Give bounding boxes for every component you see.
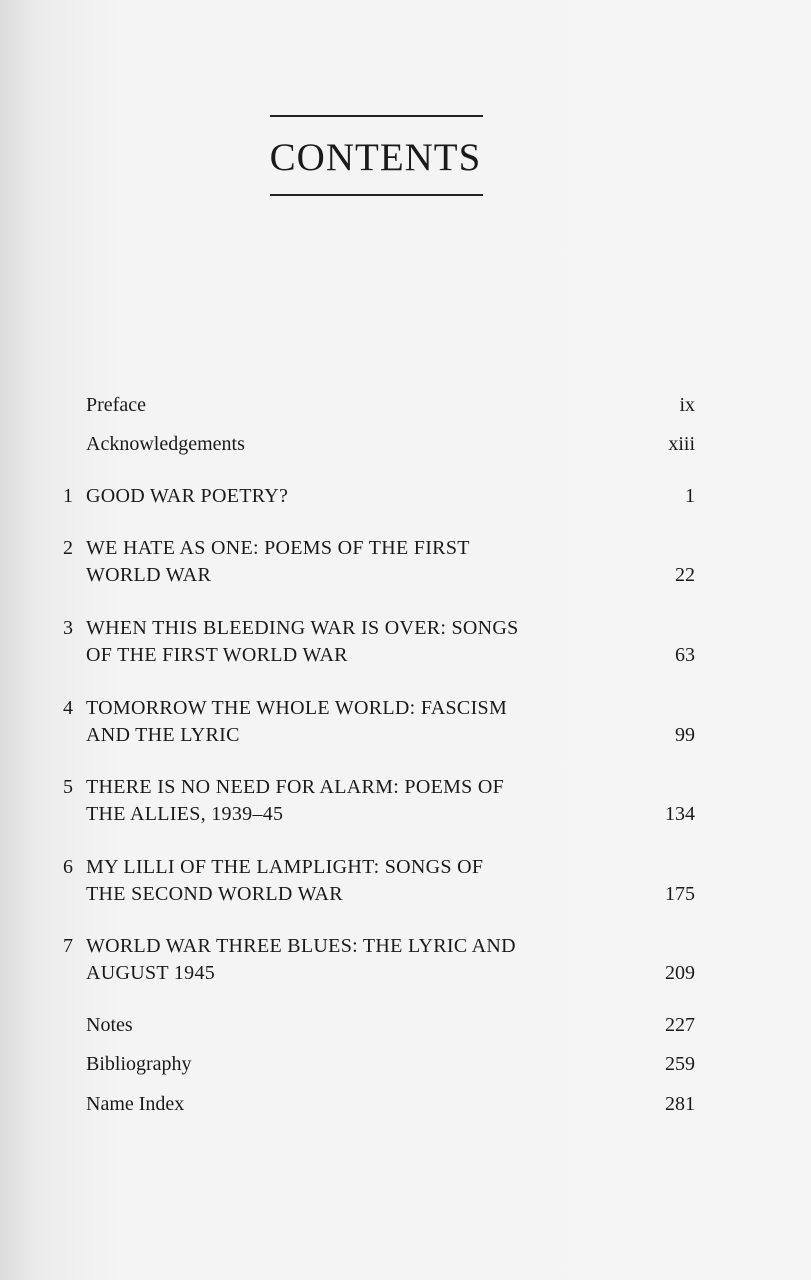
chapter-title [86,535,626,589]
chapter-page: 175 [665,883,695,905]
heading-rule-top [270,115,483,117]
chapter-title [86,615,626,669]
chapter-title [86,933,626,987]
chapter-page: 99 [675,724,695,746]
chapter-title-line: WORLD WAR THREE BLUES: THE LYRIC AND [86,935,516,957]
toc-entry-page: 227 [665,1014,695,1036]
chapter-title-line: THE SECOND WORLD WAR [86,883,343,905]
chapter-page: 63 [675,644,695,666]
chapter-title-line: WHEN THIS BLEEDING WAR IS OVER: SONGS [86,617,519,639]
chapter-title-line: WORLD WAR [86,564,212,586]
chapter-number: 2 [63,537,73,559]
heading-rule-bottom [270,194,483,196]
toc-entry-title: Name Index [86,1093,185,1115]
chapter-title-line: TOMORROW THE WHOLE WORLD: FASCISM [86,697,508,719]
toc-entry-page: ix [679,394,695,416]
chapter-title [86,483,626,510]
chapter-title-line: AND THE LYRIC [86,724,240,746]
chapter-page: 134 [665,803,695,825]
chapter-number: 5 [63,776,73,798]
toc-entry-page: 281 [665,1093,695,1115]
chapter-title-line: WE HATE AS ONE: POEMS OF THE FIRST [86,537,470,559]
chapter-title [86,695,626,749]
chapter-title-line: GOOD WAR POETRY? [86,485,289,507]
chapter-number: 1 [63,485,73,507]
toc-entry-title: Bibliography [86,1053,192,1075]
toc-entry-page: xiii [668,433,695,455]
chapter-title [86,854,626,908]
contents-heading: CONTENTS [269,136,482,179]
chapter-title-line: MY LILLI OF THE LAMPLIGHT: SONGS OF [86,856,484,878]
chapter-number: 7 [63,935,73,957]
toc-entry-page: 259 [665,1053,695,1075]
chapter-title-line: THERE IS NO NEED FOR ALARM: POEMS OF [86,776,505,798]
chapter-title-line: AUGUST 1945 [86,962,216,984]
chapter-number: 4 [63,697,73,719]
chapter-title [86,774,626,828]
chapter-number: 3 [63,617,73,639]
chapter-page: 22 [675,564,695,586]
chapter-page: 1 [685,485,695,507]
toc-entry-title: Preface [86,394,146,416]
toc-entry-title: Notes [86,1014,133,1036]
chapter-title-line: THE ALLIES, 1939–45 [86,803,284,825]
chapter-number: 6 [63,856,73,878]
toc-entry-title: Acknowledgements [86,433,245,455]
chapter-page: 209 [665,962,695,984]
chapter-title-line: OF THE FIRST WORLD WAR [86,644,348,666]
